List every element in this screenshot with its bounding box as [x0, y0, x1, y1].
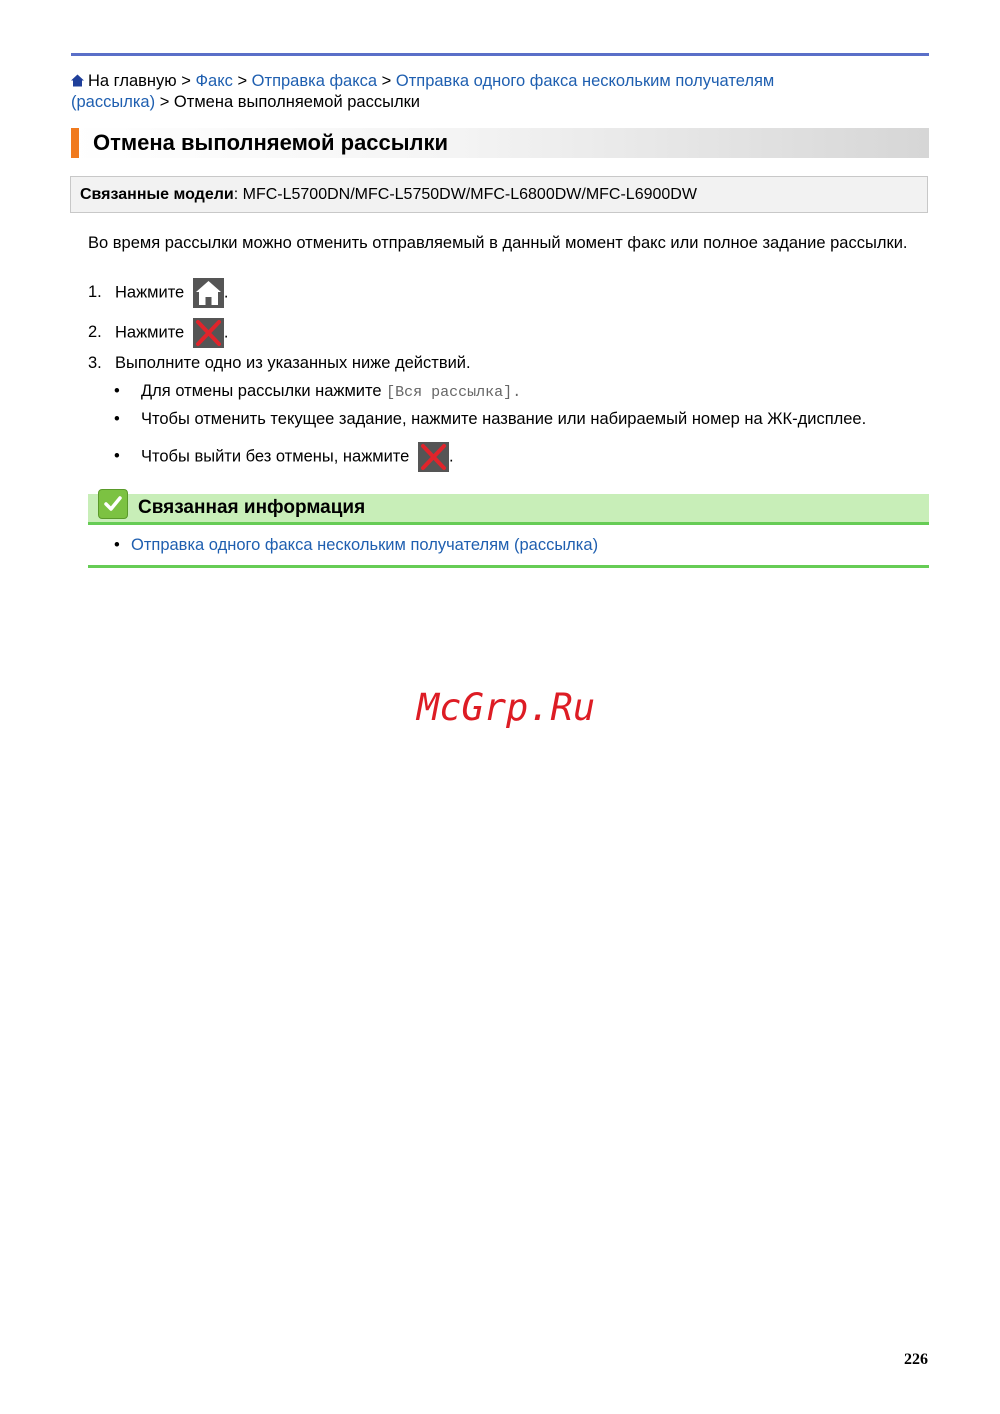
bullet-mark: •	[114, 536, 120, 554]
page-title: Отмена выполняемой рассылки	[93, 130, 449, 155]
step-text: Нажмите	[115, 283, 185, 302]
option-bullet-3	[114, 442, 454, 472]
breadcrumb-separator: >	[237, 72, 248, 90]
title-accent	[71, 128, 79, 158]
step-number: 2.	[88, 323, 102, 342]
breadcrumb	[71, 71, 929, 113]
related-info-title: Связанная информация	[138, 497, 366, 518]
step-number: 3.	[88, 354, 102, 372]
breadcrumb-separator: >	[381, 72, 392, 90]
step-text: Нажмите	[115, 323, 185, 342]
step-1	[88, 278, 228, 308]
related-info-rule	[88, 565, 929, 568]
bullet-text: Чтобы отменить текущее задание, нажмите название или набираемый номер на ЖК-дисплее.	[141, 410, 867, 428]
breadcrumb-separator: >	[181, 72, 191, 90]
breadcrumb-link-send-fax[interactable]: Отправка факса	[251, 72, 378, 90]
breadcrumb-link-broadcast[interactable]: Отправка одного факса нескольким получателям	[395, 72, 775, 90]
step-3	[88, 352, 471, 374]
home-icon	[71, 74, 84, 87]
bullet-text: Чтобы выйти без отмены, нажмите	[141, 447, 410, 466]
home-icon	[193, 278, 224, 308]
checkmark-icon	[98, 489, 128, 519]
bullet-mark: •	[114, 447, 120, 466]
bullet-end: .	[448, 447, 454, 466]
cancel-x-icon	[418, 442, 449, 472]
step-end: .	[223, 283, 229, 302]
related-info-item	[114, 534, 598, 556]
breadcrumb-link-fax[interactable]: Факс	[195, 72, 233, 90]
models-value: : MFC-L5700DN/MFC-L5750DW/MFC-L6800DW/MFC-L6900DW	[233, 186, 697, 203]
bullet-mark: •	[114, 382, 120, 400]
button-code-all-broadcast: [Вся рассылка]	[386, 384, 513, 401]
page-number: 226	[904, 1351, 928, 1368]
breadcrumb-separator: >	[159, 93, 170, 111]
breadcrumb-current: Отмена выполняемой рассылки	[173, 93, 421, 111]
intro-text: Во время рассылки можно отменить отправляемый в данный момент факс или полное задание рассылки.	[88, 234, 908, 252]
related-models-box	[70, 176, 928, 213]
top-rule	[71, 53, 929, 56]
step-end: .	[223, 323, 229, 342]
bullet-end: .	[512, 384, 522, 401]
related-info-link[interactable]: Отправка одного факса нескольким получателям (рассылка)	[131, 536, 599, 554]
option-bullet-1	[114, 380, 521, 404]
breadcrumb-home: На главную	[88, 72, 177, 90]
watermark: McGrp.Ru	[416, 686, 596, 729]
breadcrumb-link-broadcast-cont[interactable]: (рассылка)	[71, 93, 156, 111]
page-title-bar	[71, 128, 929, 158]
cancel-x-icon	[193, 318, 224, 348]
bullet-text: Для отмены рассылки нажмите	[141, 382, 387, 400]
related-info-header	[88, 494, 929, 525]
step-2	[88, 318, 228, 348]
models-label: Связанные модели	[80, 186, 234, 203]
option-bullet-2	[114, 408, 866, 430]
step-number: 1.	[88, 283, 102, 302]
step-text: Выполните одно из указанных ниже действий.	[115, 354, 471, 372]
bullet-mark: •	[114, 410, 120, 428]
